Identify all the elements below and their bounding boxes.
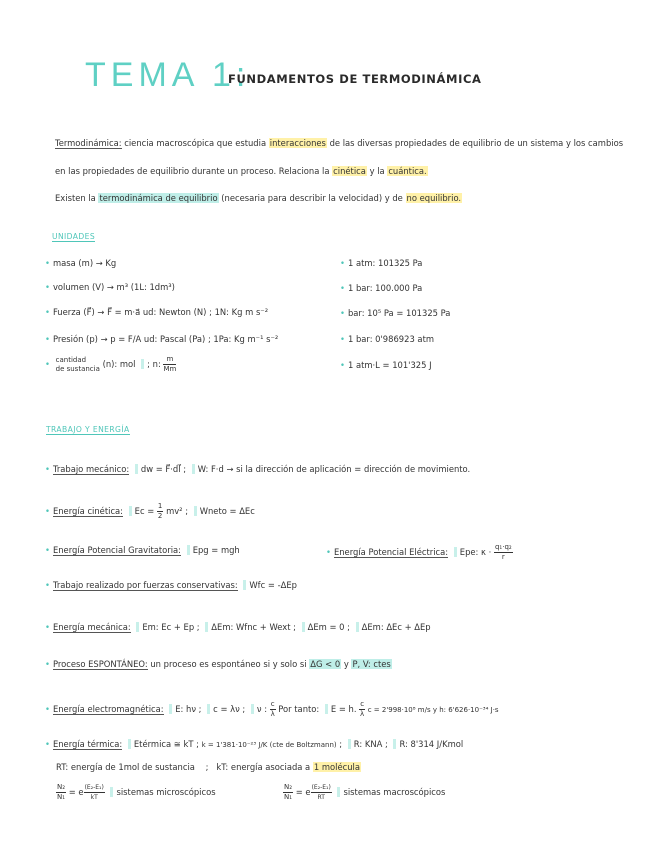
energia-electromagnetica: • Energía electromagnética: E: hν ; c = λν ; ν : $\frac{c}{\lambda}$ Por tanto: E = h. $\frac{c}{\lambda}$ c = 2'998·10⁸ m/s y h: 6'626·10⁻³⁴ J·s xyxy=(45,700,499,718)
intro-text-1b: de las diversas propiedades de equilibrio de un sistema y los cambios xyxy=(329,138,624,148)
energia-potencial-grav: • Energía Potencial Gravitatoria: Epg = mgh xyxy=(45,545,240,555)
proceso-espontaneo: • Proceso ESPONTÁNEO: un proceso es espontáneo si y solo si ΔG < 0 y P, V: ctes xyxy=(45,659,391,669)
boltzmann-macro: $\frac{\text{N₂}}{\text{N₁}}$ = e $^{\frac{\text{(E₂-E₁)}}{RT}}$ sistemas macroscópicos xyxy=(284,783,446,801)
intro-line-3 xyxy=(55,193,462,203)
rt-kt-line: RT: energía de 1mol de sustancia ; kT: energía asociada a 1 molécula xyxy=(56,762,360,772)
page-title: TEMA 1: xyxy=(85,56,251,94)
trabajo-conservativas: • Trabajo realizado por fuerzas conservativas: Wfc = -ΔEp xyxy=(45,580,297,590)
trabajo-mecanico: • Trabajo mecánico: dw = F⃗·dl⃗ ; W: F·d → si la dirección de aplicación = dirección de movimiento. xyxy=(45,464,471,474)
unit-right-3: • 1 bar: 0'986923 atm xyxy=(340,334,435,344)
intro-y: y la xyxy=(369,166,385,176)
intro-termo-eq: termodinámica de equilibrio xyxy=(99,193,218,203)
energia-termica: • Energía térmica: Etérmica ≅ kT ; k = 1'381·10⁻²³ J/K (cte de Boltzmann) ; R: KNA ; R: 8'314 J/Kmol xyxy=(45,739,464,749)
boltzmann-micro: $\frac{\text{N₂}}{\text{N₁}}$ = e $^{\frac{\text{(E₂-E₁)}}{kT}}$ sistemas microscópicos xyxy=(57,783,216,801)
unit-left-0: • masa (m) → Kg xyxy=(45,258,117,268)
unit-left-3: • Presión (p) → p = F/A ud: Pascal (Pa) ; 1Pa: Kg m⁻¹ s⁻² xyxy=(45,334,279,344)
unit-right-2: • bar: 10⁵ Pa = 101325 Pa xyxy=(340,308,451,318)
energia-cinetica: • Energía cinética: Ec = $\frac{1}{2}$ mv² ; Wneto = ΔEc xyxy=(45,502,255,520)
intro-interactions: interacciones xyxy=(269,138,326,148)
energia-potencial-elec: • Energía Potencial Eléctrica: Epe: κ · $\frac{\text{q₁·q₂}}{r}$ xyxy=(326,543,512,561)
section-unidades: UNIDADES xyxy=(52,232,96,241)
intro-line-2 xyxy=(55,166,428,176)
intro-text-1: ciencia macroscópica que estudia xyxy=(124,138,267,148)
unit-left-4: • cantidad de sustancia (n): mol ; n: $\frac{m}{Mm}$ xyxy=(45,355,177,373)
intro-text-3: Existen la xyxy=(55,193,96,203)
intro-text-3b: (necesaria para describir la velocidad) y de xyxy=(221,193,403,203)
unit-left-2: • Fuerza (F⃗) → F⃗ = m·a⃗ ud: Newton (N) ; 1N: Kg m s⁻² xyxy=(45,307,269,317)
unit-right-4: • 1 atm·L = 101'325 J xyxy=(340,360,432,370)
page-subtitle: FUNDAMENTOS DE TERMODINÁMICA xyxy=(228,72,482,86)
intro-text-2: en las propiedades de equilibrio durante un proceso. Relaciona la xyxy=(55,166,330,176)
term-termodinamica: Termodinámica: xyxy=(55,138,122,148)
intro-cinetica: cinética xyxy=(333,166,366,176)
n-fraction: $\frac{m}{Mm}$ xyxy=(163,355,177,373)
unit-right-1: • 1 bar: 100.000 Pa xyxy=(340,283,423,293)
intro-cuantica: cuántica. xyxy=(388,166,427,176)
intro-no-eq: no equilibrio. xyxy=(406,193,462,203)
intro-line-1 xyxy=(55,138,623,148)
section-trabajo: TRABAJO Y ENERGÍA xyxy=(46,425,130,434)
unit-right-0: • 1 atm: 101325 Pa xyxy=(340,258,423,268)
energia-mecanica: • Energía mecánica: Em: Ec + Ep ; ΔEm: Wfnc + Wext ; ΔEm = 0 ; ΔEm: ΔEc + ΔEp xyxy=(45,622,431,632)
cantidad-label: cantidad de sustancia xyxy=(55,355,100,373)
unit-left-1: • volumen (V) → m³ (1L: 1dm³) xyxy=(45,282,175,292)
